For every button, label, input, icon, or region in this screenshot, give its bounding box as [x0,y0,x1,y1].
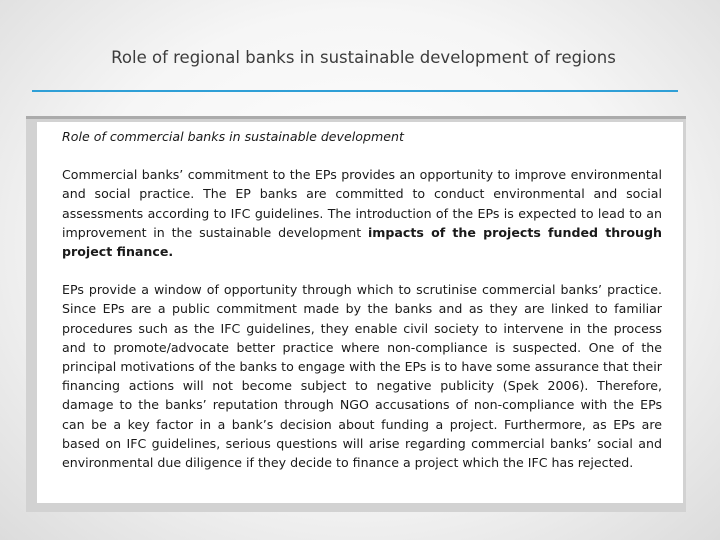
paragraph-1-text: Commercial banks’ commitment to the EPs provides an opportunity to improve environmental and social practice. The EP banks are committed to conduct environmental and social assessments according to IFC guidelines. The introduction of the EPs is expected to lead to an improvement in the sustainable development [62,167,662,240]
text-body [62,127,662,491]
paragraph-1 [62,165,662,261]
paragraph-2: EPs provide a window of opportunity through which to scrutinise commercial banks’ practice. Since EPs are a public commitment made by the banks and as they are linked to familiar procedures such as the IFC guidelines, they enable civil society to intervene in the process and to promote/advocate better practice where non-compliance is suspected. One of the principal motivations of the banks to engage with the EPs is to have some assurance that their financing actions will not become subject to negative publicity (Spek 2006). Therefore, damage to the banks’ reputation through NGO accusations of non-compliance with the EPs can be a key factor in a bank’s decision about funding a project. Furthermore, as EPs are based on IFC guidelines, serious questions will arise regarding commercial banks’ social and environmental due diligence if they decide to finance a project which the IFC has rejected. [62,282,662,471]
paragraph-1-bold-text: impacts of the projects funded through project finance. [62,224,662,260]
title-divider [32,90,678,92]
slide-title: Role of regional banks in sustainable development of regions [111,48,616,67]
section-subtitle: Role of commercial banks in sustainable development [62,129,404,144]
